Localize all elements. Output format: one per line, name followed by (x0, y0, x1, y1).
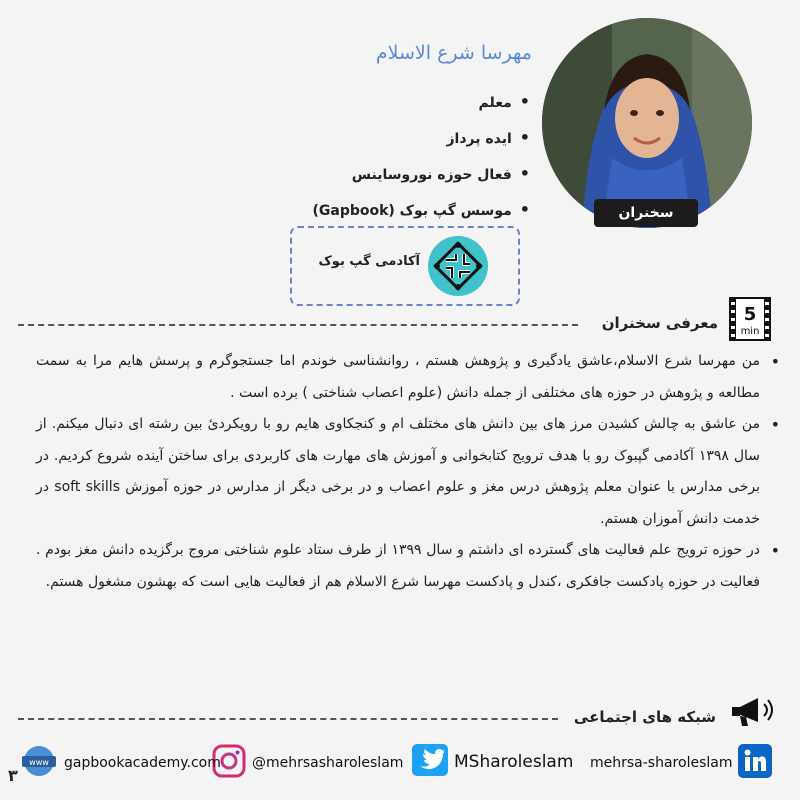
speaker-name: مهرسا شرع الاسلام (375, 42, 532, 64)
five-minute-badge-icon (728, 296, 772, 342)
social-divider (18, 718, 558, 720)
instagram-handle[interactable]: @mehrsasharoleslam (252, 755, 404, 771)
social-linkedin[interactable] (590, 744, 772, 782)
megaphone-icon (728, 690, 778, 730)
speaker-roles (312, 84, 530, 228)
badge-unit: min (740, 326, 760, 337)
academy-label: آکادمی گپ بوک (318, 254, 420, 269)
bio-paragraph: • من عاشق به چالش کشیدن مرز های بین دانش های مختلف ام و کنجکاوی هایم رو با رویکردیٔ بین رشته ای دنبال میکنم. از سال ۱۳۹۸ آکادمی گپبوک رو با هدف ترویج کتابخوانی و آموزش های مهارت های کاربردی برای ساختن آینده شروع کردیم. در برخی مدارس با عنوان معلم پژوهش درس مغز و علوم اعصاب و در برخی دیگر از مدارس در حوزه آموزش soft skills در خدمت دانش آموزان هستم. (36, 409, 780, 535)
linkedin-handle[interactable]: mehrsa-sharoleslam (590, 755, 733, 771)
social-title: شبکه های اجتماعی (573, 708, 716, 726)
website-link[interactable]: gapbookacademy.com (64, 755, 221, 771)
role-item: • معلم (312, 84, 530, 120)
linkedin-icon (738, 744, 772, 782)
twitter-icon (412, 744, 448, 780)
social-twitter[interactable] (412, 744, 573, 780)
web-icon (20, 744, 58, 782)
social-website[interactable] (20, 744, 221, 782)
badge-number: 5 (743, 304, 757, 325)
twitter-handle[interactable]: MSharoleslam (454, 752, 574, 772)
academy-logo-icon (428, 236, 488, 296)
speaker-tag: سخنران (594, 199, 698, 227)
svg-text:www: www (29, 758, 49, 767)
role-item: • فعال حوزه نوروساینس (312, 156, 530, 192)
social-instagram[interactable] (212, 744, 403, 782)
intro-title: معرفی سخنران (601, 314, 718, 332)
speaker-photo (542, 18, 752, 228)
role-item: • موسس گپ بوک (Gapbook) (312, 192, 530, 228)
bio-paragraph: • در حوزه ترویج علم فعالیت های گسترده ای داشتم و سال ۱۳۹۹ از طرف ستاد علوم شناختی مروج برگزیده دانش مغز بودم . فعالیت در حوزه پادکست جافکری ،کندل و پادکست مهرسا شرع الاسلام هم از فعالیت هایی است که بهشون مشغول هستم. (36, 535, 780, 598)
role-item: • ایده پرداز (312, 120, 530, 156)
intro-divider (18, 324, 578, 326)
bio-paragraph: • من مهرسا شرع الاسلام،عاشق یادگیری و پژوهش هستم ، روانشناسی خوندم اما جستجوگرم و پرسش هایم مرا به سمت مطالعه و پژوهش در حوزه های مختلفی از جمله دانش (علوم اعصاب شناختی ) برده است . (36, 346, 780, 409)
bio-list (36, 346, 780, 598)
page-number: ۳ (8, 766, 18, 785)
